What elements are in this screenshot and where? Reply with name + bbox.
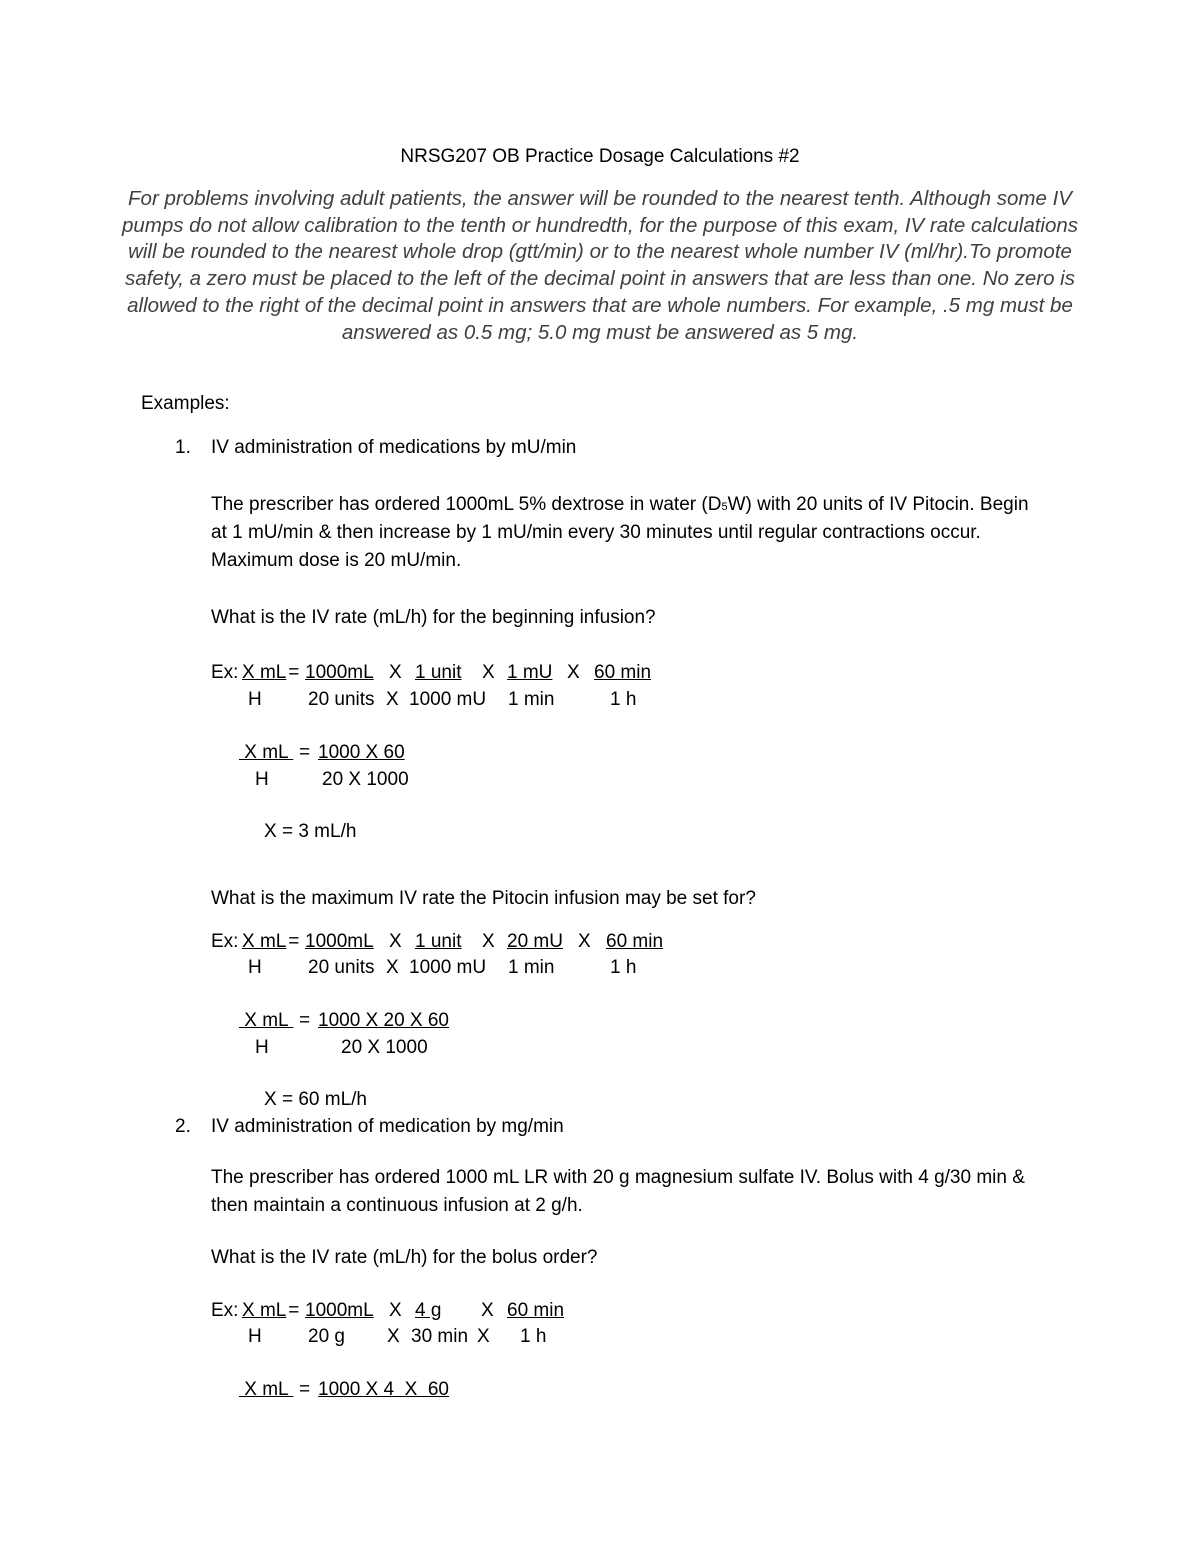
section-2-heading: IV administration of medication by mg/min (211, 1116, 564, 1137)
s2-ex1-times-2: X (481, 1300, 494, 1321)
s2-ex1-denominator-1: 20 g (308, 1326, 345, 1347)
s2-ex1b-x-ml: X mL (239, 1379, 294, 1400)
s2-ex1-h: H (248, 1326, 262, 1347)
ex2-prefix: Ex: (211, 931, 244, 952)
s2-ex1-equals: = (283, 1300, 305, 1321)
section-1-question-2: What is the maximum IV rate the Pitocin infusion may be set for? (211, 888, 756, 909)
section-1-answer-2: X = 60 mL/h (264, 1089, 367, 1110)
s2-ex1-denominator-times-1: X (387, 1326, 400, 1347)
ex2-times-2: X (482, 931, 495, 952)
ex1-numerator-2: 1 unit (415, 662, 462, 683)
ex2-denominator-times: X (386, 957, 399, 978)
rounding-instructions: For problems involving adult patients, the answer will be rounded to the nearest tenth. Although some IV pumps do not allow calibration to the tenth or hundredth, for the purpose of this exam, IV rate calculations will be rounded to the nearest whole drop (gtt/min) or to the nearest whole number IV (ml/hr).To promote safety, a zero must be placed to the left of the decimal point in answers that are less than one. No zero is allowed to the right of the decimal point in answers that are whole numbers. For example, .5 mg must be answered as 0.5 mg; 5.0 mg must be answered as 5 mg. (121, 187, 1079, 344)
s2-ex1b-equals: = (299, 1379, 311, 1400)
section-1-question-1: What is the IV rate (mL/h) for the beginning infusion? (211, 607, 656, 628)
ex1b-x-ml: X mL (239, 742, 294, 763)
ex2-denominator-1: 20 units (308, 957, 375, 978)
s2-ex1-numerator-3: 60 min (507, 1300, 565, 1321)
ex1b-numerator: 1000 X 60 (318, 742, 405, 763)
ex1-denominator-1: 20 units (308, 689, 375, 710)
ex2-numerator-1: 1000mL (305, 931, 374, 952)
ex2-numerator-2: 1 unit (415, 931, 462, 952)
ex1-times-3: X (567, 662, 580, 683)
ex2b-denominator: 20 X 1000 (341, 1037, 428, 1058)
section-2-question-1: What is the IV rate (mL/h) for the bolus order? (211, 1247, 598, 1268)
ex2-denominator-2: 1000 mU (409, 957, 487, 978)
s2-ex1-numerator-2: 4 g (415, 1300, 442, 1321)
ex1-times-1: X (389, 662, 402, 683)
page-title: NRSG207 OB Practice Dosage Calculations #2 (400, 146, 800, 167)
section-1-answer-1: X = 3 mL/h (264, 821, 357, 842)
s2-ex1-denominator-3: 1 h (520, 1326, 547, 1347)
ex1-x-ml: X mL (242, 662, 287, 683)
ex2b-numerator: 1000 X 20 X 60 (318, 1010, 449, 1031)
ex1-denominator-times: X (386, 689, 399, 710)
ex1b-equals: = (299, 742, 311, 763)
s2-ex1-numerator-1: 1000mL (305, 1300, 374, 1321)
section-2-scenario-line-2: then maintain a continuous infusion at 2 g/h. (211, 1195, 583, 1216)
section-1-heading: IV administration of medications by mU/min (211, 437, 577, 458)
s2-ex1-denominator-2: 30 min (411, 1326, 469, 1347)
examples-label: Examples: (141, 393, 230, 414)
subscript-5: 5 (721, 501, 728, 513)
ex1-h: H (248, 689, 262, 710)
ex2-h: H (248, 957, 262, 978)
ex2-numerator-3: 20 mU (507, 931, 563, 952)
ex2-denominator-3: 1 min (508, 957, 555, 978)
ex2b-h: H (255, 1037, 269, 1058)
ex2-times-1: X (389, 931, 402, 952)
ex1-numerator-4: 60 min (594, 662, 652, 683)
ex1-numerator-1: 1000mL (305, 662, 374, 683)
s2-ex1-times-1: X (389, 1300, 402, 1321)
s2-ex1-x-ml: X mL (242, 1300, 287, 1321)
section-1-scenario-line-3: Maximum dose is 20 mU/min. (211, 550, 462, 571)
ex2-equals: = (283, 931, 305, 952)
s2-ex1b-numerator: 1000 X 4 X 60 (318, 1379, 449, 1400)
ex1-denominator-3: 1 min (508, 689, 555, 710)
section-2-number: 2. (175, 1116, 191, 1137)
s2-ex1-denominator-times-2: X (477, 1326, 490, 1347)
ex1-times-2: X (482, 662, 495, 683)
section-2-scenario-line-1: The prescriber has ordered 1000 mL LR with 20 g magnesium sulfate IV. Bolus with 4 g/30 min & (211, 1167, 1025, 1188)
section-1-number: 1. (175, 437, 191, 458)
ex1b-denominator: 20 X 1000 (322, 769, 409, 790)
section-1-scenario-line-2: at 1 mU/min & then increase by 1 mU/min every 30 minutes until regular contractions occur. (211, 522, 981, 543)
ex1-equals: = (283, 662, 305, 683)
ex1-denominator-2: 1000 mU (409, 689, 487, 710)
ex1-numerator-3: 1 mU (507, 662, 553, 683)
ex2-numerator-4: 60 min (606, 931, 664, 952)
ex1-denominator-4: 1 h (610, 689, 637, 710)
ex1-prefix: Ex: (211, 662, 244, 683)
ex2b-equals: = (299, 1010, 311, 1031)
ex2-times-3: X (578, 931, 591, 952)
ex2-x-ml: X mL (242, 931, 287, 952)
s2-ex1-prefix: Ex: (211, 1300, 244, 1321)
section-1-scenario-line-1: The prescriber has ordered 1000mL 5% dextrose in water (D5W) with 20 units of IV Pitocin. Begin (211, 494, 1029, 515)
ex2-denominator-4: 1 h (610, 957, 637, 978)
ex2b-x-ml: X mL (239, 1010, 294, 1031)
ex1b-h: H (255, 769, 269, 790)
